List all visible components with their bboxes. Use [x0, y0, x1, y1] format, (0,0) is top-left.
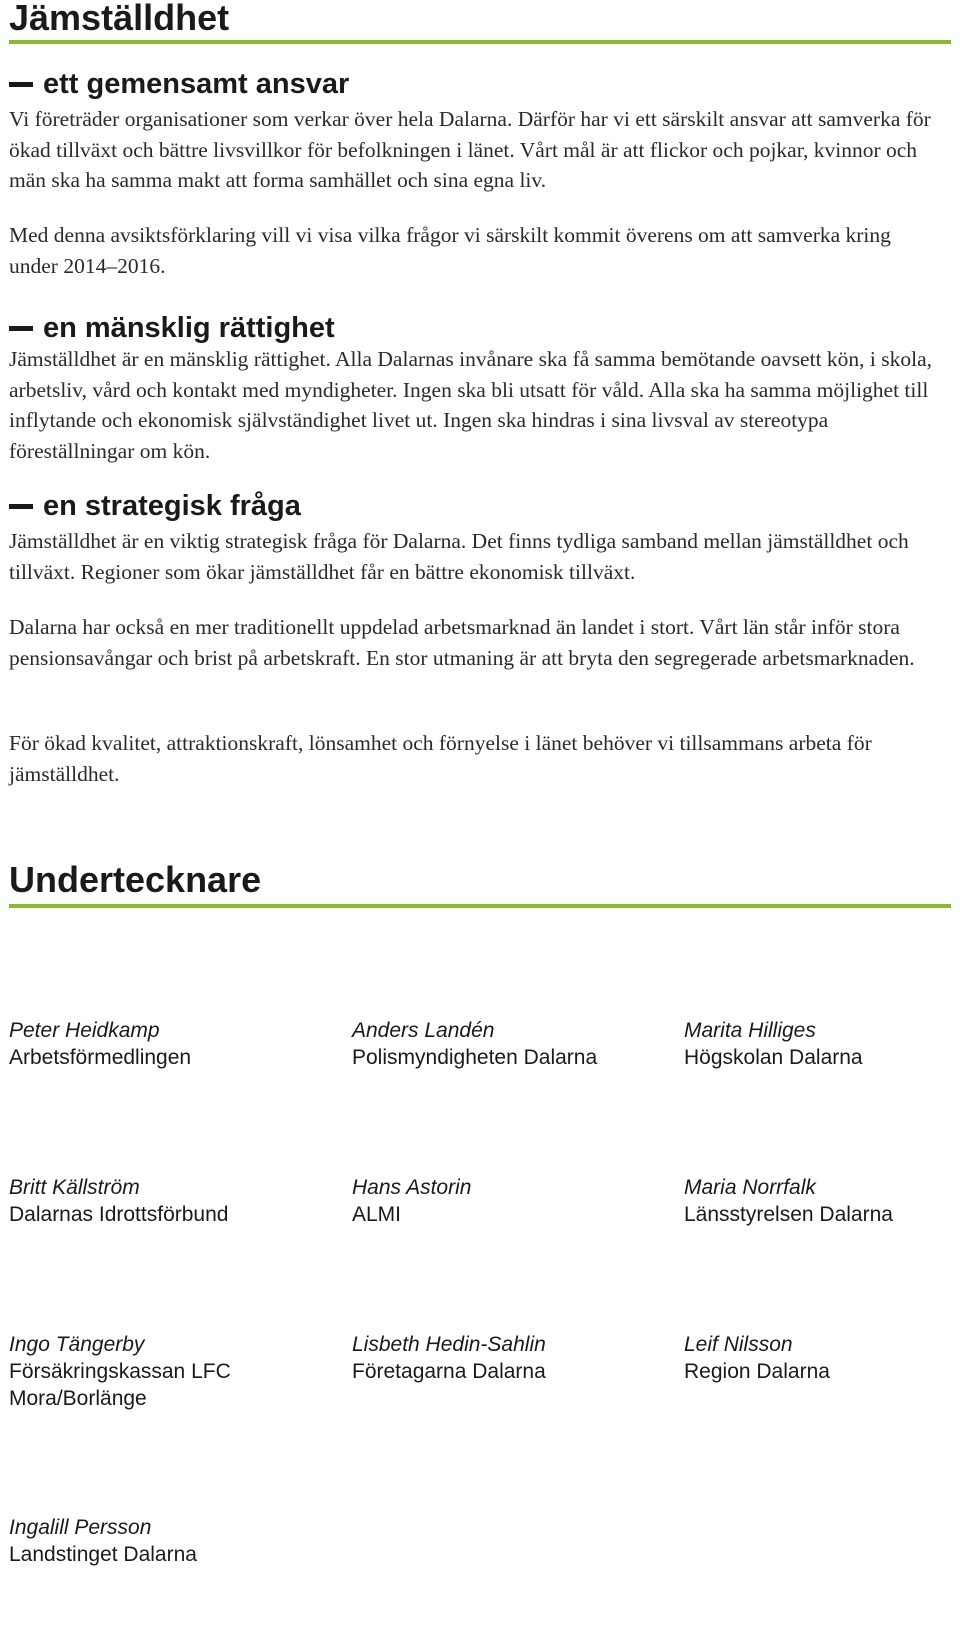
- signatory-name: Anders Landén: [352, 1019, 495, 1042]
- signatory: [352, 1174, 471, 1228]
- signatory-name: Ingalill Persson: [9, 1516, 152, 1539]
- signatory-org: Länsstyrelsen Dalarna: [684, 1203, 893, 1226]
- paragraph: Med denna avsiktsförklaring vill vi visa vilka frågor vi särskilt kommit överens om att samverka kring under 2014–2016.: [9, 223, 891, 278]
- paragraph: Vi företräder organisationer som verkar över hela Dalarna. Därför har vi ett särskilt ansvar att samverka för ökad tillväxt och bättre livsvillkor för befolkningen i länet. Vårt mål är att flickor och pojkar, kvinnor och män ska ha samma makt att forma samhället och sina egna liv.: [9, 107, 931, 192]
- signatory-org: ALMI: [352, 1203, 402, 1226]
- signatory: [9, 1331, 309, 1412]
- paragraph: Jämställdhet är en viktig strategisk fråga för Dalarna. Det finns tydliga samband mellan jämställdhet och tillväxt. Regioner som ökar jämställdhet får en bättre ekonomisk tillväxt.: [9, 529, 909, 584]
- signatories-grid: [9, 0, 951, 1650]
- signatory-org: Företagarna Dalarna: [352, 1360, 546, 1383]
- signatory: [684, 1174, 893, 1228]
- signatory-org: Högskolan Dalarna: [684, 1046, 863, 1069]
- page-title: Jämställdhet: [9, 0, 230, 38]
- signatory-name: Marita Hilliges: [684, 1019, 816, 1042]
- signatory-name: Britt Källström: [9, 1176, 140, 1199]
- paragraph: Dalarna har också en mer traditionellt uppdelad arbetsmarknad än landet i stort. Vårt län står inför stora pensionsavångar och brist på arbetskraft. En stor utmaning är att bryta den segregerade arbetsmarknaden.: [9, 615, 915, 670]
- signatory-name: Maria Norrfalk: [684, 1176, 816, 1199]
- section-heading-strategisk: en strategisk fråga: [9, 490, 301, 522]
- signatory-org: Region Dalarna: [684, 1360, 830, 1383]
- section-heading-ansvar: ett gemensamt ansvar: [9, 68, 349, 100]
- signatory-org: Polismyndigheten Dalarna: [352, 1046, 598, 1069]
- signatory: [684, 1331, 830, 1385]
- signatory: [9, 1514, 197, 1568]
- signatory: [684, 1017, 863, 1071]
- section-heading-rattighet: en mänsklig rättighet: [9, 312, 335, 344]
- signatories-title: Undertecknare: [9, 859, 262, 900]
- signatory: [9, 1017, 191, 1071]
- paragraph: Jämställdhet är en mänsklig rättighet. Alla Dalarnas invånare ska få samma bemötande oavsett kön, i skola, arbetsliv, vård och kontakt med myndigheter. Ingen ska bli utsatt för våld. Alla ska ha samma möjlighet till inflytande och ekonomisk självständighet livet ut. Ingen ska hindras i sina livsval av stereotypa föreställningar om kön.: [9, 347, 933, 463]
- signatory: [9, 1174, 228, 1228]
- signatory: [352, 1331, 546, 1385]
- signatory-org: Landstinget Dalarna: [9, 1543, 197, 1566]
- signatory-name: Lisbeth Hedin-Sahlin: [352, 1333, 546, 1356]
- signatory-name: Peter Heidkamp: [9, 1019, 160, 1042]
- signatory: [352, 1017, 597, 1071]
- signatory-name: Leif Nilsson: [684, 1333, 793, 1356]
- signatory-org: Dalarnas Idrottsförbund: [9, 1203, 229, 1226]
- signatory-org: Arbetsförmedlingen: [9, 1046, 192, 1069]
- paragraph: För ökad kvalitet, attraktionskraft, lönsamhet och förnyelse i länet behöver vi tillsammans arbeta för jämställdhet.: [9, 731, 872, 786]
- signatory-name: Ingo Tängerby: [9, 1333, 145, 1356]
- signatory-name: Hans Astorin: [352, 1176, 472, 1199]
- signatory-org: Försäkringskassan LFC Mora/Borlänge: [9, 1360, 231, 1410]
